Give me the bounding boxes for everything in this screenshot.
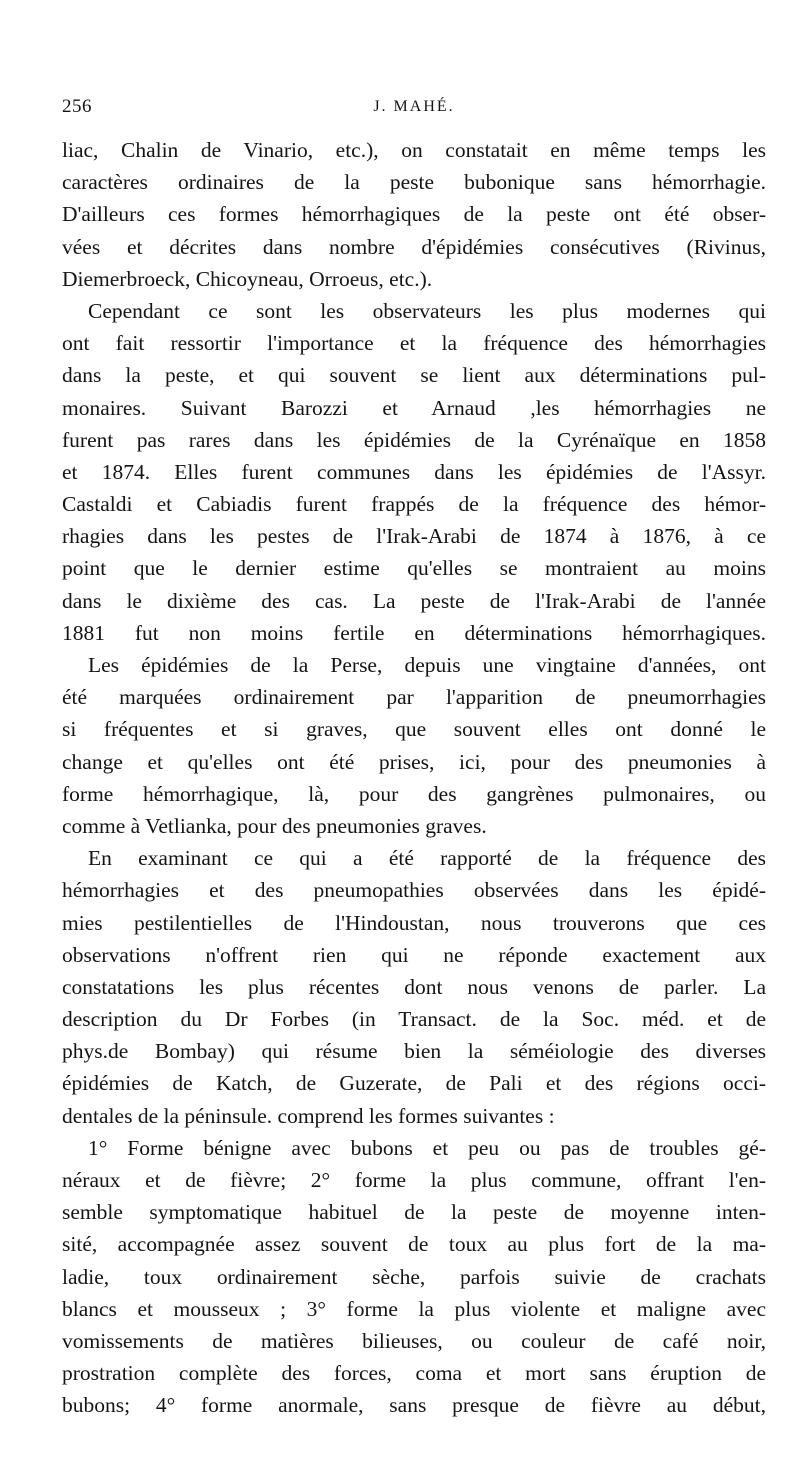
body-text xyxy=(62,134,766,1422)
text-line: 1881 fut non moins fertile en déterminations hémorrhagiques. xyxy=(62,620,766,645)
page-header xyxy=(62,96,766,122)
text-line: semble symptomatique habituel de la peste de moyenne inten- xyxy=(62,1200,766,1225)
text-line: monaires. Suivant Barozzi et Arnaud ,les hémorrhagies ne xyxy=(62,395,766,420)
text-line: sité, accompagnée assez souvent de toux au plus fort de la ma- xyxy=(62,1232,766,1257)
text-line: blancs et mousseux ; 3° forme la plus violente et maligne avec xyxy=(62,1296,766,1321)
text-line: observations n'offrent rien qui ne réponde exactement aux xyxy=(62,942,766,967)
text-line: caractères ordinaires de la peste bubonique sans hémorrhagie. xyxy=(62,170,766,195)
text-line: Cependant ce sont les observateurs les plus modernes qui xyxy=(88,298,766,323)
text-line: bubons; 4° forme anormale, sans presque de fièvre au début, xyxy=(62,1393,766,1418)
text-line: épidémies de Katch, de Guzerate, de Pali et des régions occi- xyxy=(62,1071,766,1096)
text-line: vomissements de matières bilieuses, ou couleur de café noir, xyxy=(62,1328,766,1353)
text-line: été marquées ordinairement par l'apparition de pneumorrhagies xyxy=(62,685,766,710)
running-head: J. MAHÉ. xyxy=(373,98,455,115)
page-number: 256 xyxy=(62,96,92,117)
text-line: Les épidémies de la Perse, depuis une vingtaine d'années, ont xyxy=(88,653,766,677)
text-line: vées et décrites dans nombre d'épidémies consécutives (Rivinus, xyxy=(62,234,766,259)
text-line: dans la peste, et qui souvent se lient aux déterminations pul- xyxy=(62,363,766,388)
text-line: mies pestilentielles de l'Hindoustan, nous trouverons que ces xyxy=(62,910,766,935)
text-line: et 1874. Elles furent communes dans les épidémies de l'Assyr. xyxy=(62,459,766,484)
text-line: dentales de la péninsule. comprend les formes suivantes : xyxy=(62,1103,555,1128)
text-line: hémorrhagies et des pneumopathies observées dans les épidé- xyxy=(62,878,766,903)
text-line: 1° Forme bénigne avec bubons et peu ou pas de troubles gé- xyxy=(88,1135,766,1160)
text-line: liac, Chalin de Vinario, etc.), on constatait en même temps les xyxy=(62,138,766,162)
text-line: D'ailleurs ces formes hémorrhagiques de la peste ont été obser- xyxy=(62,202,766,227)
text-line: si fréquentes et si graves, que souvent elles ont donné le xyxy=(62,717,766,742)
text-line: forme hémorrhagique, là, pour des gangrènes pulmonaires, ou xyxy=(62,781,766,806)
text-line: comme à Vetlianka, pour des pneumonies graves. xyxy=(62,813,487,838)
text-line: change et qu'elles ont été prises, ici, pour des pneumonies à xyxy=(62,749,766,774)
text-line: constatations les plus récentes dont nous venons de parler. La xyxy=(62,974,766,999)
text-line: ont fait ressortir l'importance et la fréquence des hémorrhagies xyxy=(62,331,766,356)
text-line: Castaldi et Cabiadis furent frappés de la fréquence des hémor- xyxy=(62,492,766,517)
text-line: point que le dernier estime qu'elles se montraient au moins xyxy=(62,556,766,581)
text-line: Diemerbroeck, Chicoyneau, Orroeus, etc.). xyxy=(62,266,433,291)
text-line: ladie, toux ordinairement sèche, parfois suivie de crachats xyxy=(62,1264,766,1289)
text-line: dans le dixième des cas. La peste de l'Irak-Arabi de l'année xyxy=(62,588,766,613)
text-line: phys.de Bombay) qui résume bien la séméiologie des diverses xyxy=(62,1039,766,1064)
text-line: rhagies dans les pestes de l'Irak-Arabi de 1874 à 1876, à ce xyxy=(62,524,766,549)
text-line: prostration complète des forces, coma et mort sans éruption de xyxy=(62,1361,766,1386)
text-line: furent pas rares dans les épidémies de la Cyrénaïque en 1858 xyxy=(62,427,766,452)
text-line: description du Dr Forbes (in Transact. de la Soc. méd. et de xyxy=(62,1007,766,1032)
text-line: néraux et de fièvre; 2° forme la plus commune, offrant l'en- xyxy=(62,1168,766,1192)
text-line: En examinant ce qui a été rapporté de la fréquence des xyxy=(88,846,766,871)
